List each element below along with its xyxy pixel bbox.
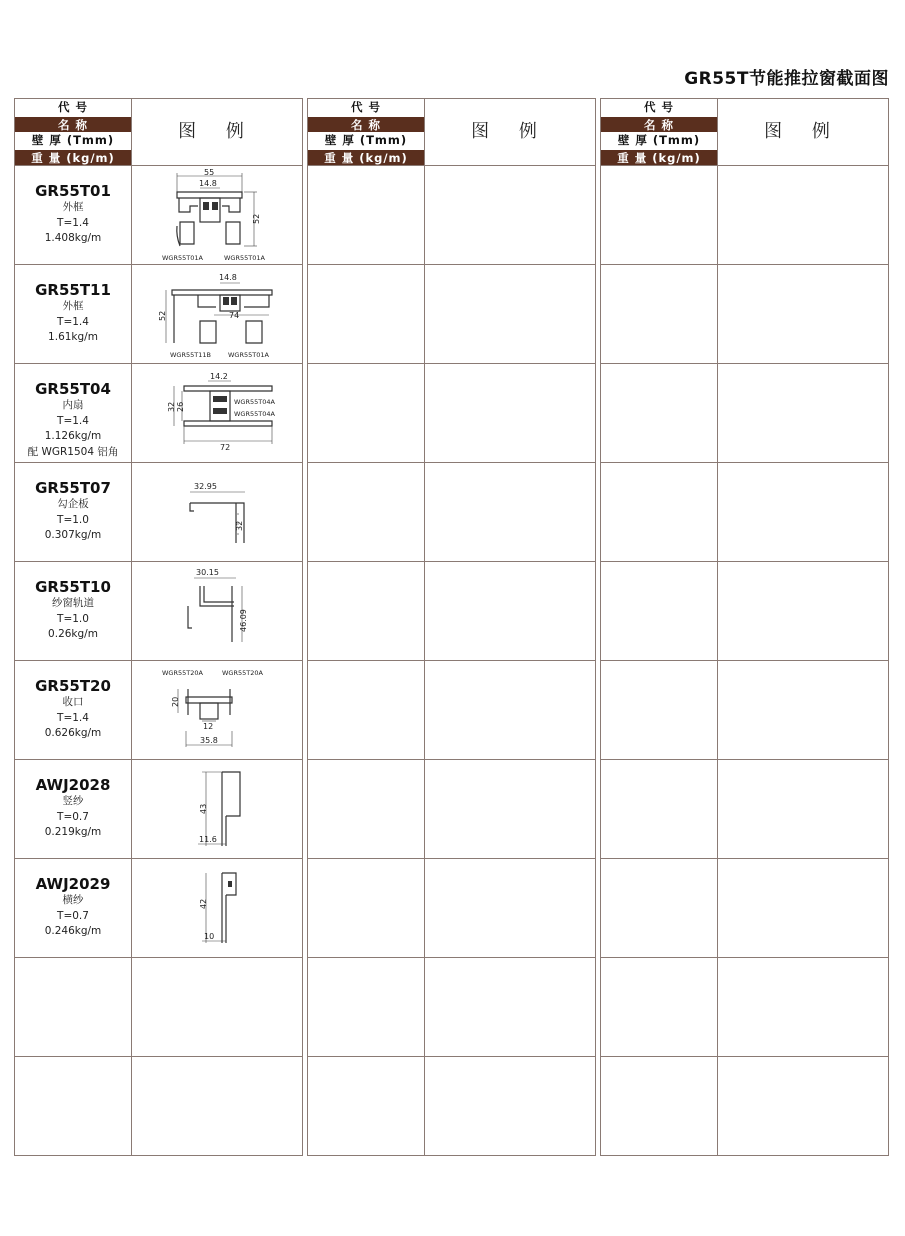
figure-label: 图 例 [471, 121, 549, 142]
profile-drawing [132, 859, 302, 957]
table-row-empty [601, 463, 888, 562]
dim-height: 43 [199, 803, 208, 814]
weight-label: 重 量 (kg/m) [15, 149, 131, 166]
part-label-a: WGR55T11B [170, 351, 211, 359]
code-label: 代 号 [601, 99, 717, 116]
empty-cell [15, 1057, 132, 1156]
table-row-empty [15, 1057, 302, 1156]
table-header [308, 99, 595, 166]
figure-label: 图 例 [764, 121, 842, 142]
table-row-empty [601, 958, 888, 1057]
table-column-1 [14, 98, 303, 1156]
item-weight: 1.61kg/m [48, 331, 98, 343]
table-header [15, 99, 302, 166]
table-row [15, 463, 302, 562]
profile-drawing [132, 661, 302, 759]
table-column-2 [307, 98, 596, 1156]
item-name: 勾企板 [57, 498, 89, 510]
dim-width: 72 [220, 443, 231, 452]
table-row [15, 760, 302, 859]
table-row-empty [308, 166, 595, 265]
item-code: AWJ2029 [35, 875, 111, 893]
dim-width: 55 [204, 168, 215, 177]
thickness-label: 壁 厚 (Tmm) [308, 132, 424, 149]
header-labels [601, 99, 718, 165]
dim-inner: 14.2 [210, 372, 228, 381]
item-info [15, 562, 132, 660]
item-weight: 0.246kg/m [44, 925, 102, 937]
part-label-b: WGR55T01A [228, 351, 269, 359]
table-row [15, 364, 302, 463]
item-info [15, 859, 132, 957]
dim-height: 46.09 [239, 609, 248, 632]
name-label: 名 称 [601, 116, 717, 133]
thickness-label: 壁 厚 (Tmm) [15, 132, 131, 149]
dim-height: 52 [252, 213, 261, 224]
dim-height-outer: 32 [167, 401, 176, 412]
item-figure [132, 463, 302, 561]
table-header [601, 99, 888, 166]
item-figure [132, 859, 302, 957]
table-row-empty [308, 364, 595, 463]
item-name: 收口 [62, 696, 84, 708]
dim-width: 30.15 [196, 568, 219, 577]
figure-label: 图 例 [178, 121, 256, 142]
table-row-empty [601, 562, 888, 661]
table-row-empty [308, 661, 595, 760]
item-figure [132, 265, 302, 363]
item-code: GR55T01 [35, 182, 111, 200]
item-weight: 1.408kg/m [44, 232, 102, 244]
dim-height-inner: 26 [176, 401, 185, 412]
item-thickness: T=1.0 [57, 513, 89, 526]
profile-drawing [132, 562, 302, 660]
dim-height: 32 [235, 520, 244, 531]
item-weight: 0.626kg/m [44, 727, 102, 739]
item-name: 纱窗轨道 [52, 597, 94, 609]
profile-drawing [132, 364, 302, 462]
dim-width: 74 [229, 311, 240, 320]
item-thickness: T=0.7 [57, 909, 89, 922]
item-thickness: T=1.4 [57, 711, 89, 724]
table-row-empty [308, 958, 595, 1057]
item-info [15, 463, 132, 561]
item-name: 外框 [62, 201, 84, 213]
item-extra: 配 WGR1504 铝角 [27, 445, 119, 458]
item-code: GR55T20 [35, 677, 111, 695]
item-info [15, 661, 132, 759]
table-column-3 [600, 98, 889, 1156]
profile-drawing [132, 463, 302, 561]
header-labels [15, 99, 132, 165]
table-row-empty [308, 265, 595, 364]
dim-inner: 14.8 [199, 179, 217, 188]
item-code: GR55T11 [35, 281, 111, 299]
table-row-empty [308, 859, 595, 958]
table-row [15, 166, 302, 265]
item-thickness: T=1.0 [57, 612, 89, 625]
item-code: GR55T10 [35, 578, 111, 596]
table-row-empty [601, 661, 888, 760]
item-name: 内扇 [62, 399, 84, 411]
item-code: GR55T07 [35, 479, 111, 497]
item-thickness: T=1.4 [57, 315, 89, 328]
name-label: 名 称 [15, 116, 131, 133]
page-title: GR55T节能推拉窗截面图 [684, 69, 889, 89]
dim-width: 32.95 [194, 482, 217, 491]
part-label-b: WGR55T01A [224, 254, 265, 262]
table-row-empty [601, 364, 888, 463]
item-figure [132, 562, 302, 660]
item-code: AWJ2028 [35, 776, 111, 794]
item-name: 横纱 [62, 894, 84, 906]
profile-drawing [132, 265, 302, 363]
part-label-b: WGR55T20A [222, 669, 263, 677]
item-info [15, 760, 132, 858]
profile-drawing [132, 166, 302, 264]
part-label-a: WGR55T04A [234, 398, 275, 406]
item-thickness: T=1.4 [57, 216, 89, 229]
table-row [15, 265, 302, 364]
name-label: 名 称 [308, 116, 424, 133]
dim-width: 35.8 [200, 736, 218, 745]
part-label-b: WGR55T04A [234, 410, 275, 418]
item-info [15, 364, 132, 462]
code-label: 代 号 [15, 99, 131, 116]
item-info [15, 265, 132, 363]
table-row-empty [601, 760, 888, 859]
table-row-empty [601, 859, 888, 958]
table-row-empty [601, 265, 888, 364]
dim-height: 20 [171, 696, 180, 707]
code-label: 代 号 [308, 99, 424, 116]
item-figure [132, 661, 302, 759]
table-row-empty [308, 463, 595, 562]
weight-label: 重 量 (kg/m) [601, 149, 717, 166]
profile-drawing [132, 760, 302, 858]
item-weight: 0.219kg/m [44, 826, 102, 838]
empty-cell [132, 1057, 302, 1156]
table-row [15, 661, 302, 760]
header-labels [308, 99, 425, 165]
item-name: 竖纱 [62, 795, 84, 807]
table-row-empty [308, 562, 595, 661]
item-info [15, 166, 132, 264]
dim-inner: 12 [203, 722, 214, 731]
dim-width: 10 [204, 932, 215, 941]
item-thickness: T=1.4 [57, 414, 89, 427]
dim-inner: 14.8 [219, 273, 237, 282]
item-figure [132, 166, 302, 264]
item-weight: 0.307kg/m [44, 529, 102, 541]
item-thickness: T=0.7 [57, 810, 89, 823]
item-weight: 0.26kg/m [48, 628, 98, 640]
item-weight: 1.126kg/m [44, 430, 102, 442]
part-label-a: WGR55T20A [162, 669, 203, 677]
dim-width: 11.6 [199, 835, 217, 844]
item-name: 外框 [62, 300, 84, 312]
weight-label: 重 量 (kg/m) [308, 149, 424, 166]
dim-height: 52 [158, 310, 167, 321]
part-label-a: WGR55T01A [162, 254, 203, 262]
table-row-empty [308, 1057, 595, 1156]
table-row-empty [601, 1057, 888, 1156]
thickness-label: 壁 厚 (Tmm) [601, 132, 717, 149]
table-row-empty [15, 958, 302, 1057]
table-row-empty [308, 760, 595, 859]
item-figure [132, 364, 302, 462]
table-row-empty [601, 166, 888, 265]
empty-cell [132, 958, 302, 1056]
table-row [15, 562, 302, 661]
empty-cell [15, 958, 132, 1056]
item-figure [132, 760, 302, 858]
table-row [15, 859, 302, 958]
item-code: GR55T04 [35, 380, 111, 398]
dim-height: 42 [199, 898, 208, 909]
